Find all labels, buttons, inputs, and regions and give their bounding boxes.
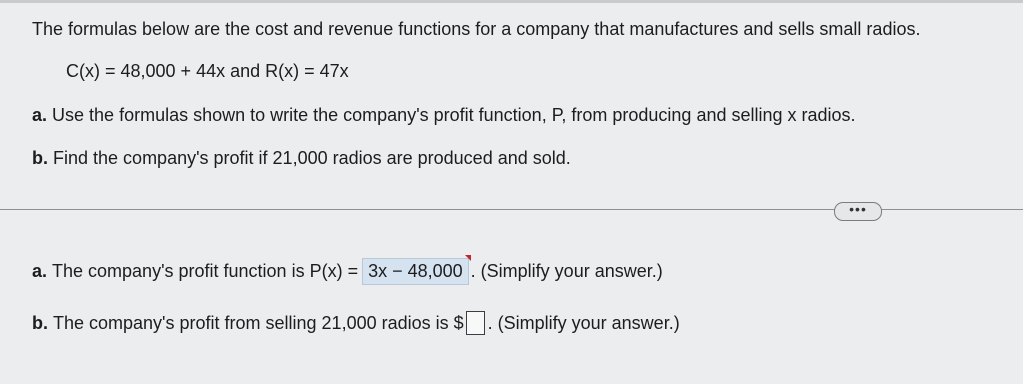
answer-a-line: [32, 258, 663, 285]
formulas-line: C(x) = 48,000 + 44x and R(x) = 47x: [66, 61, 349, 81]
problem-intro: The formulas below are the cost and revenue functions for a company that manufactures and sells small radios.: [32, 19, 921, 39]
more-options-button[interactable]: •••: [834, 202, 882, 221]
top-border: [0, 0, 1023, 3]
part-a-text: Use the formulas shown to write the company's profit function, P, from producing and selling x radios.: [52, 105, 856, 125]
answer-b-suffix: . (Simplify your answer.): [487, 312, 680, 333]
answer-a-suffix: . (Simplify your answer.): [470, 261, 663, 281]
answer-a-field[interactable]: [362, 258, 469, 285]
answer-b-line: [32, 311, 680, 335]
answer-b-prefix: The company's profit from selling 21,000 radios is $: [53, 312, 464, 333]
answer-b-input[interactable]: [466, 311, 485, 335]
incorrect-marker-icon: [465, 255, 471, 261]
answer-a-value: 3x − 48,000: [368, 261, 463, 281]
part-b-question: [32, 148, 571, 169]
part-b-label: b.: [32, 148, 48, 168]
answer-a-label: a.: [32, 261, 48, 281]
part-a-question: [32, 105, 856, 126]
part-a-label: a.: [32, 105, 48, 125]
part-b-text: Find the company's profit if 21,000 radios are produced and sold.: [53, 148, 571, 168]
answer-a-prefix: The company's profit function is P(x) =: [52, 261, 359, 281]
answer-b-label: b.: [32, 312, 48, 333]
